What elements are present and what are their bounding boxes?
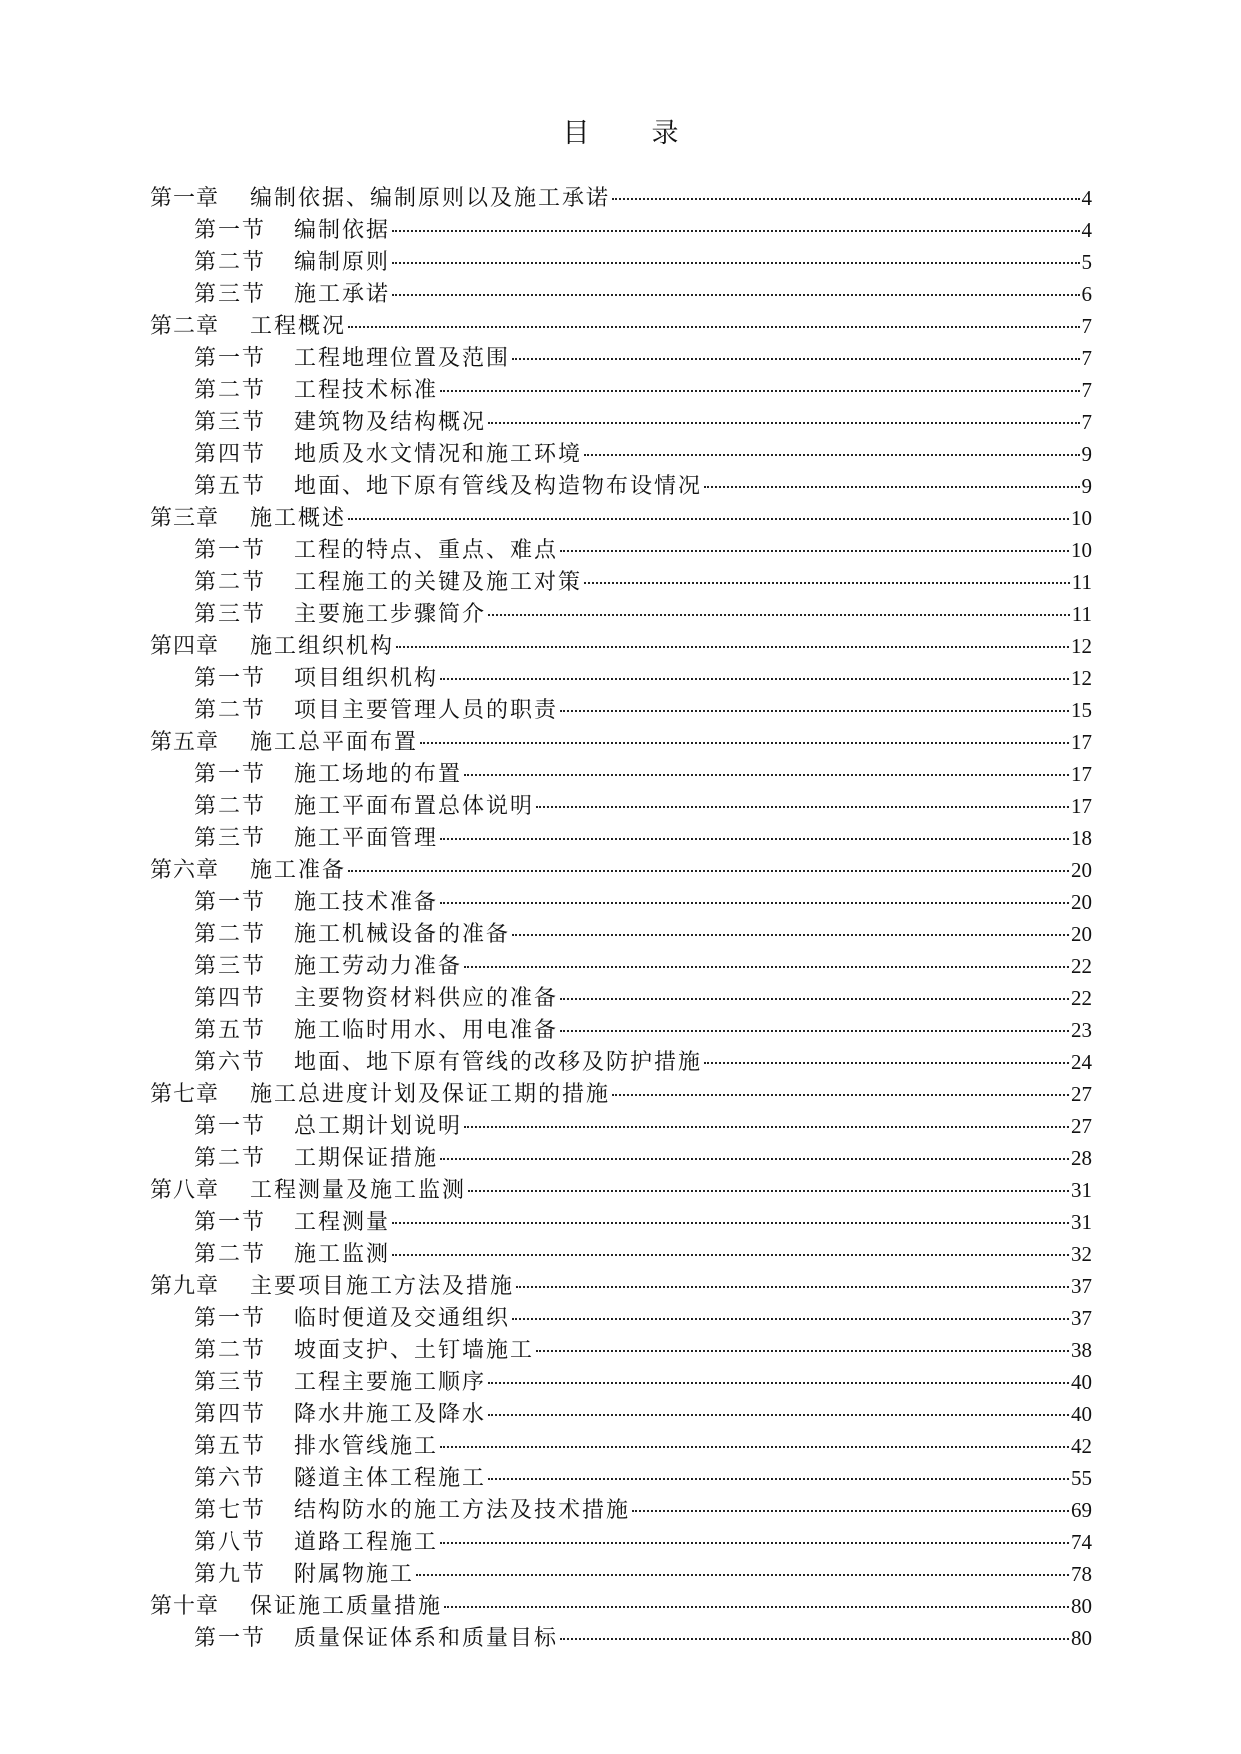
toc-entry-number: 第二章	[150, 314, 220, 339]
toc-dot-leader	[392, 229, 1079, 232]
toc-entry-title: 施工总平面布置	[250, 730, 419, 755]
toc-entry-number: 第一节	[194, 762, 267, 787]
toc-section-entry[interactable]	[150, 694, 1092, 726]
toc-entry-title: 施工概述	[250, 506, 347, 531]
toc-section-entry[interactable]	[150, 566, 1092, 598]
toc-dot-leader	[584, 581, 1070, 584]
toc-entry-title: 工程概况	[250, 314, 347, 339]
toc-entry-label	[150, 887, 438, 919]
toc-entry-label	[150, 1303, 510, 1335]
toc-entry-title: 地面、地下原有管线及构造物布设情况	[294, 474, 703, 499]
toc-entry-title: 工程地理位置及范围	[294, 346, 511, 371]
toc-dot-leader	[632, 1509, 1069, 1512]
toc-entry-number: 第六章	[150, 858, 220, 883]
toc-entry-label	[150, 535, 558, 567]
toc-chapter-entry[interactable]	[150, 1270, 1092, 1302]
toc-page-number: 80	[1071, 1594, 1092, 1618]
toc-section-entry[interactable]	[150, 822, 1092, 854]
toc-entry-label	[150, 919, 510, 951]
toc-entry-label	[150, 503, 346, 535]
toc-page-number: 24	[1071, 1050, 1092, 1074]
toc-dot-leader	[440, 837, 1069, 840]
toc-dot-leader	[440, 1541, 1069, 1544]
toc-entry-label	[150, 599, 486, 631]
toc-section-entry[interactable]	[150, 1110, 1092, 1142]
toc-entry-label	[150, 1175, 466, 1207]
toc-entry-title: 质量保证体系和质量目标	[294, 1626, 559, 1651]
toc-entry-title: 施工临时用水、用电准备	[294, 1018, 559, 1043]
toc-entry-label	[150, 471, 702, 503]
toc-page-number: 38	[1071, 1338, 1092, 1362]
toc-entry-label	[150, 1591, 442, 1623]
toc-chapter-entry[interactable]	[150, 182, 1092, 214]
toc-entry-label	[150, 1079, 610, 1111]
toc-page-number: 69	[1071, 1498, 1092, 1522]
toc-entry-number: 第四节	[194, 1402, 267, 1427]
toc-page-number: 7	[1081, 410, 1092, 434]
toc-entry-title: 编制依据、编制原则以及施工承诺	[250, 186, 611, 211]
toc-section-entry[interactable]	[150, 1366, 1092, 1398]
toc-page-number: 40	[1071, 1402, 1092, 1426]
toc-section-entry[interactable]	[150, 1238, 1092, 1270]
toc-entry-number: 第二节	[194, 1146, 267, 1171]
toc-entry-label	[150, 631, 394, 663]
toc-entry-label	[150, 215, 390, 247]
toc-page-number: 5	[1081, 250, 1092, 274]
toc-section-entry[interactable]	[150, 1142, 1092, 1174]
toc-entry-number: 第二节	[194, 250, 267, 275]
toc-entry-title: 建筑物及结构概况	[294, 410, 487, 435]
toc-entry-number: 第二节	[194, 570, 267, 595]
toc-entry-title: 主要施工步骤简介	[294, 602, 487, 627]
toc-entry-label	[150, 759, 462, 791]
toc-page-number: 23	[1071, 1018, 1092, 1042]
toc-entry-number: 第五节	[194, 1018, 267, 1043]
toc-entry-number: 第四节	[194, 442, 267, 467]
toc-entry-title: 施工机械设备的准备	[294, 922, 511, 947]
toc-page-number: 4	[1081, 218, 1092, 242]
toc-section-entry[interactable]	[150, 1014, 1092, 1046]
toc-entry-number: 第二节	[194, 1338, 267, 1363]
toc-entry-label	[150, 1559, 414, 1591]
toc-entry-number: 第一章	[150, 186, 220, 211]
toc-entry-label	[150, 663, 438, 695]
toc-dot-leader	[392, 293, 1079, 296]
toc-entry-number: 第六节	[194, 1050, 267, 1075]
toc-dot-leader	[464, 773, 1069, 776]
toc-entry-number: 第八节	[194, 1530, 267, 1555]
toc-entry-number: 第一节	[194, 1306, 267, 1331]
toc-entry-label	[150, 407, 486, 439]
toc-entry-number: 第一节	[194, 1626, 267, 1651]
toc-entry-label	[150, 1399, 486, 1431]
toc-section-entry[interactable]	[150, 1494, 1092, 1526]
toc-entry-title: 编制原则	[294, 250, 391, 275]
toc-entry-label	[150, 823, 438, 855]
toc-section-entry[interactable]	[150, 214, 1092, 246]
toc-dot-leader	[392, 1253, 1069, 1256]
toc-page-number: 20	[1071, 858, 1092, 882]
toc-page-number: 31	[1071, 1178, 1092, 1202]
toc-entry-label	[150, 1015, 558, 1047]
toc-section-entry[interactable]	[150, 790, 1092, 822]
toc-entry-label	[150, 983, 558, 1015]
toc-entry-label	[150, 247, 390, 279]
toc-entry-number: 第三节	[194, 954, 267, 979]
toc-section-entry[interactable]	[150, 1430, 1092, 1462]
toc-entry-label	[150, 183, 610, 215]
toc-entry-label	[150, 1463, 486, 1495]
toc-entry-number: 第一节	[194, 1210, 267, 1235]
toc-dot-leader	[392, 261, 1079, 264]
toc-page-number: 31	[1071, 1210, 1092, 1234]
toc-page-number: 12	[1071, 666, 1092, 690]
toc-entry-title: 编制依据	[294, 218, 391, 243]
toc-page-number: 17	[1071, 730, 1092, 754]
toc-entry-number: 第九章	[150, 1274, 220, 1299]
toc-page-number: 55	[1071, 1466, 1092, 1490]
toc-entry-label	[150, 1143, 438, 1175]
toc-page-number: 9	[1081, 474, 1092, 498]
toc-dot-leader	[488, 421, 1079, 424]
toc-section-entry[interactable]	[150, 534, 1092, 566]
toc-entry-number: 第一节	[194, 218, 267, 243]
toc-entry-number: 第七节	[194, 1498, 267, 1523]
toc-entry-number: 第三节	[194, 602, 267, 627]
toc-entry-label	[150, 375, 438, 407]
toc-dot-leader	[512, 1317, 1069, 1320]
toc-page-number: 37	[1071, 1306, 1092, 1330]
toc-entry-number: 第三节	[194, 1370, 267, 1395]
toc-dot-leader	[560, 709, 1069, 712]
toc-page-number: 11	[1071, 602, 1092, 626]
toc-entry-label	[150, 311, 346, 343]
table-of-contents	[150, 182, 1092, 1654]
toc-chapter-entry[interactable]	[150, 854, 1092, 886]
toc-section-entry[interactable]	[150, 1046, 1092, 1078]
toc-section-entry[interactable]	[150, 1334, 1092, 1366]
toc-entry-label	[150, 1207, 390, 1239]
toc-entry-title: 施工监测	[294, 1242, 391, 1267]
toc-entry-title: 工期保证措施	[294, 1146, 439, 1171]
toc-entry-number: 第九节	[194, 1562, 267, 1587]
toc-entry-title: 工程测量	[294, 1210, 391, 1235]
toc-section-entry[interactable]	[150, 950, 1092, 982]
toc-entry-title: 坡面支护、土钉墙施工	[294, 1338, 535, 1363]
toc-page-number: 74	[1071, 1530, 1092, 1554]
toc-entry-label	[150, 1271, 514, 1303]
toc-entry-title: 工程施工的关键及施工对策	[294, 570, 583, 595]
toc-dot-leader	[488, 1477, 1069, 1480]
toc-entry-number: 第五章	[150, 730, 220, 755]
toc-entry-number: 第二节	[194, 698, 267, 723]
toc-entry-number: 第一节	[194, 666, 267, 691]
toc-page-number: 40	[1071, 1370, 1092, 1394]
toc-page-number: 27	[1071, 1114, 1092, 1138]
toc-page-number: 10	[1071, 506, 1092, 530]
toc-dot-leader	[560, 1029, 1069, 1032]
toc-section-entry[interactable]	[150, 1558, 1092, 1590]
toc-entry-title: 工程主要施工顺序	[294, 1370, 487, 1395]
toc-entry-title: 总工期计划说明	[294, 1114, 463, 1139]
toc-entry-label	[150, 343, 510, 375]
toc-entry-label	[150, 1367, 486, 1399]
toc-entry-label	[150, 695, 558, 727]
page-title-char-2: 录	[651, 118, 679, 149]
toc-page-number: 20	[1071, 890, 1092, 914]
toc-entry-number: 第二节	[194, 1242, 267, 1267]
toc-section-entry[interactable]	[150, 662, 1092, 694]
toc-entry-label	[150, 1239, 390, 1271]
toc-dot-leader	[612, 197, 1079, 200]
toc-entry-title: 降水井施工及降水	[294, 1402, 487, 1427]
toc-entry-label	[150, 567, 582, 599]
toc-page-number: 7	[1081, 378, 1092, 402]
toc-page-number: 27	[1071, 1082, 1092, 1106]
toc-page-number: 15	[1071, 698, 1092, 722]
toc-page-number: 4	[1081, 186, 1092, 210]
toc-page-number: 42	[1071, 1434, 1092, 1458]
toc-entry-number: 第五节	[194, 474, 267, 499]
toc-entry-title: 临时便道及交通组织	[294, 1306, 511, 1331]
toc-entry-title: 施工承诺	[294, 282, 391, 307]
toc-section-entry[interactable]	[150, 374, 1092, 406]
toc-section-entry[interactable]	[150, 246, 1092, 278]
toc-page-number: 17	[1071, 794, 1092, 818]
toc-entry-label	[150, 791, 534, 823]
toc-section-entry[interactable]	[150, 1622, 1092, 1654]
toc-entry-number: 第三节	[194, 410, 267, 435]
toc-entry-number: 第三章	[150, 506, 220, 531]
toc-entry-label	[150, 439, 582, 471]
toc-entry-number: 第二节	[194, 794, 267, 819]
toc-entry-label	[150, 1431, 438, 1463]
toc-section-entry[interactable]	[150, 1462, 1092, 1494]
toc-section-entry[interactable]	[150, 1302, 1092, 1334]
toc-entry-title: 施工技术准备	[294, 890, 439, 915]
toc-entry-title: 道路工程施工	[294, 1530, 439, 1555]
toc-dot-leader	[488, 613, 1070, 616]
toc-section-entry[interactable]	[150, 1398, 1092, 1430]
toc-entry-title: 施工组织机构	[250, 634, 395, 659]
toc-entry-label	[150, 951, 462, 983]
toc-entry-label	[150, 727, 418, 759]
toc-dot-leader	[704, 1061, 1069, 1064]
page-title-char-1: 目	[562, 118, 590, 149]
toc-entry-label	[150, 1495, 630, 1527]
toc-page-number: 22	[1071, 986, 1092, 1010]
toc-dot-leader	[392, 1221, 1069, 1224]
toc-entry-label	[150, 1111, 462, 1143]
toc-page-number: 28	[1071, 1146, 1092, 1170]
toc-dot-leader	[420, 741, 1069, 744]
toc-dot-leader	[488, 1381, 1069, 1384]
toc-section-entry[interactable]	[150, 982, 1092, 1014]
toc-entry-number: 第十章	[150, 1594, 220, 1619]
toc-page-number: 7	[1081, 314, 1092, 338]
toc-entry-label	[150, 1527, 438, 1559]
toc-entry-title: 施工准备	[250, 858, 347, 883]
toc-entry-number: 第三节	[194, 826, 267, 851]
toc-section-entry[interactable]	[150, 406, 1092, 438]
toc-page-number: 78	[1071, 1562, 1092, 1586]
toc-dot-leader	[348, 869, 1069, 872]
toc-chapter-entry[interactable]	[150, 1174, 1092, 1206]
toc-entry-number: 第二节	[194, 378, 267, 403]
toc-dot-leader	[396, 645, 1069, 648]
toc-entry-number: 第一节	[194, 538, 267, 563]
toc-dot-leader	[468, 1189, 1069, 1192]
toc-page-number: 7	[1081, 346, 1092, 370]
toc-dot-leader	[440, 1445, 1069, 1448]
toc-section-entry[interactable]	[150, 598, 1092, 630]
toc-page-number: 9	[1081, 442, 1092, 466]
toc-dot-leader	[440, 677, 1069, 680]
toc-page-number: 37	[1071, 1274, 1092, 1298]
toc-chapter-entry[interactable]	[150, 310, 1092, 342]
toc-page-number: 80	[1071, 1626, 1092, 1650]
toc-dot-leader	[612, 1093, 1069, 1096]
toc-page-number: 32	[1071, 1242, 1092, 1266]
toc-page-number: 20	[1071, 922, 1092, 946]
toc-dot-leader	[560, 549, 1069, 552]
toc-dot-leader	[488, 1413, 1069, 1416]
toc-chapter-entry[interactable]	[150, 726, 1092, 758]
toc-entry-title: 排水管线施工	[294, 1434, 439, 1459]
toc-section-entry[interactable]	[150, 758, 1092, 790]
toc-section-entry[interactable]	[150, 918, 1092, 950]
toc-page-number: 17	[1071, 762, 1092, 786]
toc-dot-leader	[536, 1349, 1069, 1352]
toc-entry-title: 保证施工质量措施	[250, 1594, 443, 1619]
toc-dot-leader	[512, 357, 1079, 360]
toc-dot-leader	[560, 997, 1069, 1000]
toc-entry-title: 施工场地的布置	[294, 762, 463, 787]
toc-page-number: 18	[1071, 826, 1092, 850]
toc-section-entry[interactable]	[150, 1206, 1092, 1238]
toc-entry-title: 结构防水的施工方法及技术措施	[294, 1498, 631, 1523]
toc-entry-label	[150, 279, 390, 311]
toc-chapter-entry[interactable]	[150, 1590, 1092, 1622]
toc-entry-number: 第一节	[194, 890, 267, 915]
toc-entry-title: 主要物资材料供应的准备	[294, 986, 559, 1011]
toc-chapter-entry[interactable]	[150, 502, 1092, 534]
toc-section-entry[interactable]	[150, 1526, 1092, 1558]
toc-dot-leader	[440, 389, 1079, 392]
toc-dot-leader	[348, 325, 1079, 328]
toc-dot-leader	[536, 805, 1069, 808]
toc-section-entry[interactable]	[150, 470, 1092, 502]
toc-dot-leader	[704, 485, 1079, 488]
toc-dot-leader	[584, 453, 1079, 456]
toc-entry-title: 工程的特点、重点、难点	[294, 538, 559, 563]
toc-entry-title: 施工平面管理	[294, 826, 439, 851]
toc-entry-title: 附属物施工	[294, 1562, 415, 1587]
toc-entry-title: 地面、地下原有管线的改移及防护措施	[294, 1050, 703, 1075]
toc-chapter-entry[interactable]	[150, 1078, 1092, 1110]
toc-dot-leader	[416, 1573, 1069, 1576]
toc-page-number: 22	[1071, 954, 1092, 978]
toc-page-number: 6	[1081, 282, 1092, 306]
toc-entry-title: 施工劳动力准备	[294, 954, 463, 979]
toc-page-number: 12	[1071, 634, 1092, 658]
toc-page-number: 10	[1071, 538, 1092, 562]
toc-entry-title: 项目组织机构	[294, 666, 439, 691]
toc-section-entry[interactable]	[150, 886, 1092, 918]
toc-entry-label	[150, 1047, 702, 1079]
toc-section-entry[interactable]	[150, 342, 1092, 374]
toc-entry-title: 工程测量及施工监测	[250, 1178, 467, 1203]
toc-entry-number: 第四章	[150, 634, 220, 659]
toc-entry-number: 第六节	[194, 1466, 267, 1491]
toc-section-entry[interactable]	[150, 278, 1092, 310]
toc-dot-leader	[512, 933, 1069, 936]
toc-dot-leader	[444, 1605, 1069, 1608]
toc-entry-number: 第二节	[194, 922, 267, 947]
toc-entry-number: 第七章	[150, 1082, 220, 1107]
toc-dot-leader	[560, 1637, 1069, 1640]
toc-entry-title: 隧道主体工程施工	[294, 1466, 487, 1491]
toc-dot-leader	[464, 1125, 1069, 1128]
toc-entry-number: 第一节	[194, 346, 267, 371]
toc-entry-number: 第一节	[194, 1114, 267, 1139]
toc-entry-number: 第四节	[194, 986, 267, 1011]
page-title	[0, 114, 1241, 154]
toc-dot-leader	[348, 517, 1069, 520]
toc-entry-number: 第八章	[150, 1178, 220, 1203]
toc-dot-leader	[516, 1285, 1069, 1288]
toc-dot-leader	[440, 901, 1069, 904]
toc-entry-label	[150, 1335, 534, 1367]
toc-dot-leader	[464, 965, 1069, 968]
toc-entry-title: 工程技术标准	[294, 378, 439, 403]
toc-entry-title: 项目主要管理人员的职责	[294, 698, 559, 723]
toc-entry-title: 施工总进度计划及保证工期的措施	[250, 1082, 611, 1107]
toc-section-entry[interactable]	[150, 438, 1092, 470]
toc-entry-number: 第三节	[194, 282, 267, 307]
toc-chapter-entry[interactable]	[150, 630, 1092, 662]
toc-dot-leader	[440, 1157, 1069, 1160]
toc-entry-title: 施工平面布置总体说明	[294, 794, 535, 819]
toc-entry-title: 主要项目施工方法及措施	[250, 1274, 515, 1299]
toc-page-number: 11	[1071, 570, 1092, 594]
toc-entry-label	[150, 1623, 558, 1655]
toc-entry-number: 第五节	[194, 1434, 267, 1459]
toc-entry-title: 地质及水文情况和施工环境	[294, 442, 583, 467]
toc-entry-label	[150, 855, 346, 887]
